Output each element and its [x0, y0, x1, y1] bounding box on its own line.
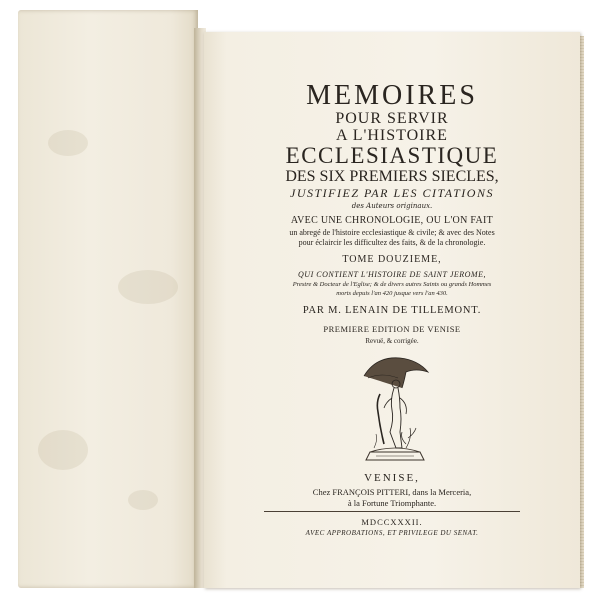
title-line-5: DES SIX PREMIERS SIECLES,: [285, 168, 499, 185]
title-line-9: un abregé de l'histoire ecclesiastique & civile; & avec des Notes: [289, 228, 495, 237]
title-line-2: POUR SERVIR: [335, 110, 449, 127]
privilege-line: AVEC APPROBATIONS, ET PRIVILEGE DU SENAT.: [305, 529, 479, 537]
title-line-10: pour éclaircir les difficultez des faits, & de la chronologie.: [298, 238, 486, 247]
book: [18, 10, 584, 588]
title-line-4: ECCLESIASTIQUE: [285, 143, 499, 168]
imprint-date: MDCCXXXII.: [361, 517, 423, 527]
edition-line: PREMIERE EDITION DE VENISE: [323, 324, 461, 334]
title-line-7: des Auteurs originaux.: [351, 202, 433, 210]
author-line: PAR M. LENAIN DE TILLEMONT.: [302, 305, 482, 316]
title-line-12: QUI CONTIENT L'HISTOIRE DE SAINT JEROME,: [298, 270, 486, 279]
title-line-14: morts depuis l'an 420 jusque vers l'an 430.: [336, 290, 448, 297]
fortune-emblem-icon: [356, 348, 434, 466]
revision-line: Revuë, & corrigée.: [365, 337, 419, 345]
imprint-sign: à la Fortune Triomphante.: [347, 498, 437, 508]
title-line-6: JUSTIFIEZ PAR LES CITATIONS: [290, 186, 494, 200]
title-page: [204, 32, 580, 588]
divider-rule: [264, 511, 520, 512]
front-board: [18, 10, 198, 588]
imprint-publisher: Chez FRANÇOIS PITTERI, dans la Merceria,: [312, 487, 472, 497]
volume-label: TOME DOUZIEME,: [342, 254, 442, 265]
title-line-8: AVEC UNE CHRONOLOGIE, OU L'ON FAIT: [290, 215, 494, 226]
title-line-3: A L'HISTOIRE: [336, 127, 448, 144]
title-main: MEMOIRES: [306, 80, 478, 111]
imprint-city: VENISE,: [364, 472, 420, 484]
title-line-13: Prestre & Docteur de l'Eglise; & de divers autres Saints ou grands Hommes: [292, 281, 492, 288]
